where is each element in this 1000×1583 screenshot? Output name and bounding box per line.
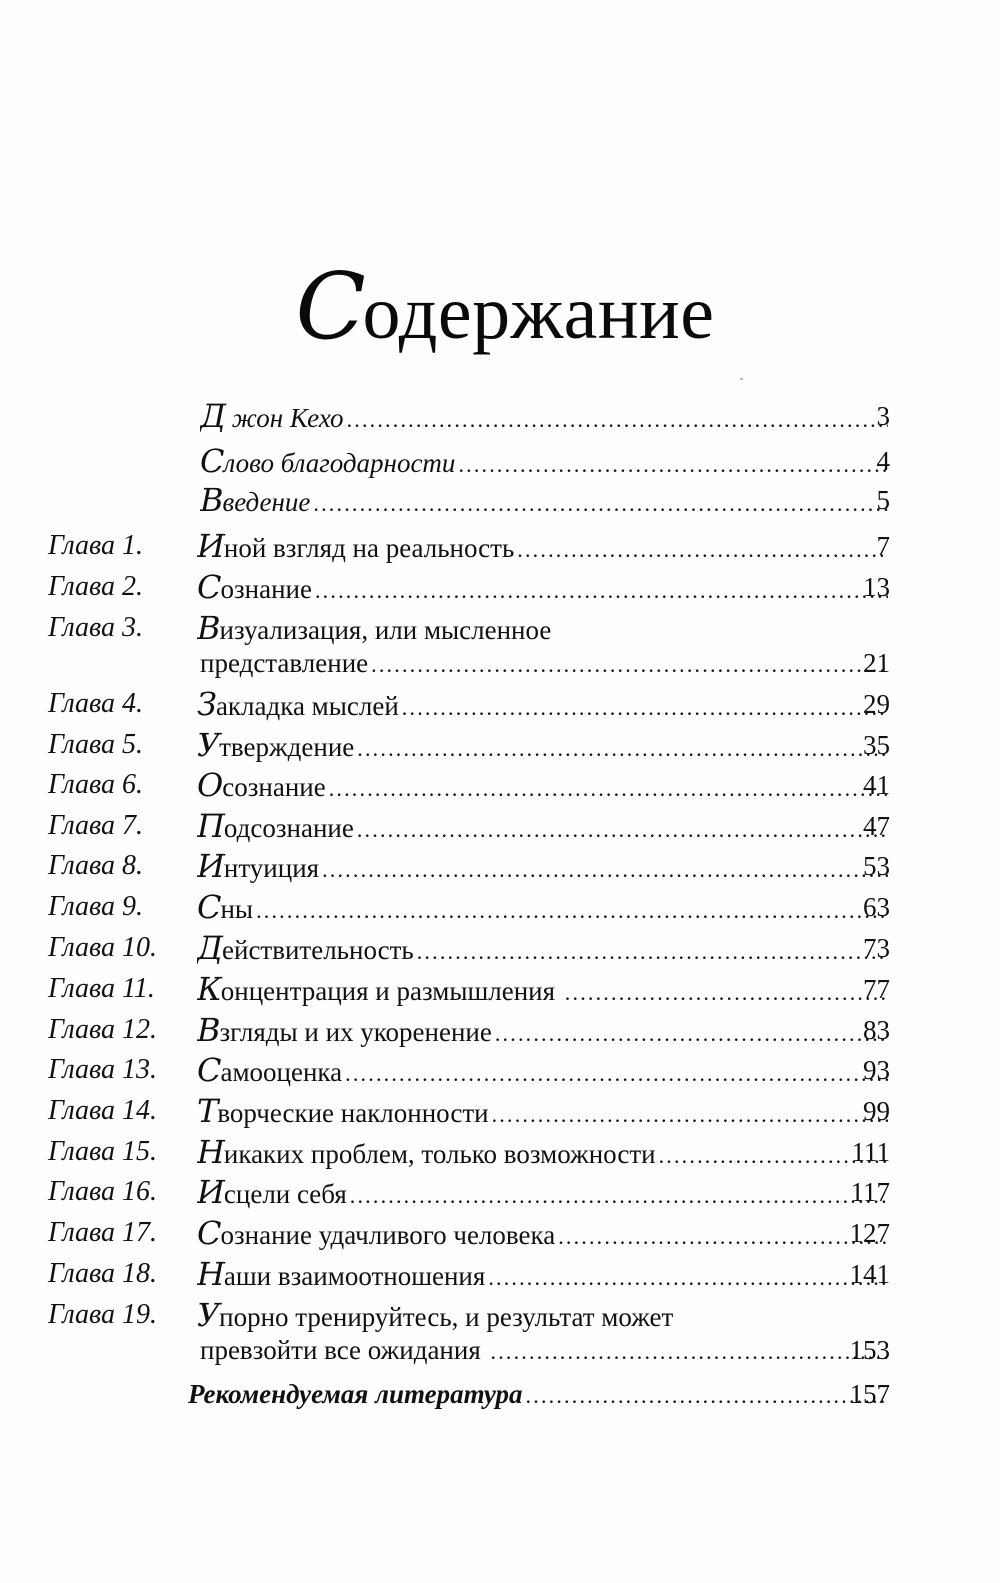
page-number: 35 <box>863 730 890 760</box>
toc-entry-title <box>197 887 888 931</box>
chapter-label: Глава 6. <box>48 769 143 800</box>
chapter-label: Глава 8. <box>48 850 143 881</box>
entry-initial: Д <box>197 929 224 967</box>
page-number: 47 <box>863 811 890 841</box>
toc-entry-chapter-17[interactable] <box>0 1213 1000 1253</box>
entry-initial: И <box>197 847 225 885</box>
chapter-label: Глава 16. <box>48 1176 157 1207</box>
toc-entry-chapter-3[interactable] <box>0 608 1000 648</box>
entry-initial: В <box>197 1011 221 1049</box>
toc-entry-title <box>197 526 888 570</box>
entry-initial: Д <box>200 397 227 435</box>
toc-entry-chapter-18[interactable] <box>0 1254 1000 1294</box>
dot-leader <box>345 1054 888 1094</box>
toc-entry-chapter-6[interactable] <box>0 765 1000 805</box>
entry-text: изуализация, или мысленное <box>219 615 552 645</box>
toc-entry-title <box>197 1010 888 1054</box>
toc-entry-title <box>197 1132 888 1176</box>
entry-text: превзойти все ожидания <box>200 1335 488 1365</box>
entry-initial: П <box>197 807 225 845</box>
toc-entry-chapter-10[interactable] <box>0 928 1000 968</box>
entry-initial: С <box>197 888 222 926</box>
chapter-label: Глава 2. <box>48 571 143 602</box>
dot-leader <box>402 688 888 728</box>
chapter-label: Глава 10. <box>48 932 157 963</box>
toc-entry-title <box>197 1254 888 1298</box>
toc-entry-back-1[interactable] <box>0 1374 1000 1414</box>
page-number: 63 <box>863 892 890 922</box>
entry-text: представление <box>200 648 369 678</box>
scan-speck <box>740 378 743 380</box>
toc-entry-chapter-9[interactable] <box>0 887 1000 927</box>
entry-initial: В <box>197 609 221 647</box>
page-title <box>0 253 1000 360</box>
toc-entry-front-3[interactable] <box>0 480 1000 520</box>
page-number: 7 <box>876 531 890 561</box>
toc-entry-chapter-19-cont[interactable] <box>0 1330 1000 1370</box>
entry-initial: У <box>197 726 221 764</box>
chapter-label: Глава 4. <box>48 688 143 719</box>
chapter-label: Глава 9. <box>48 891 143 922</box>
chapter-label: Глава 13. <box>48 1054 157 1085</box>
toc-entry-title <box>200 441 888 485</box>
dot-leader <box>357 729 888 769</box>
chapter-label: Глава 14. <box>48 1095 157 1126</box>
chapter-label: Глава 5. <box>48 729 143 760</box>
entry-initial: В <box>200 481 224 519</box>
chapter-label: Глава 11. <box>48 973 155 1004</box>
page-number: 127 <box>849 1218 890 1248</box>
entry-text: порно тренируйтесь, и результат может <box>219 1302 674 1332</box>
entry-text: сцели себя <box>223 1179 347 1209</box>
toc-entry-chapter-5[interactable] <box>0 725 1000 765</box>
dot-leader <box>347 400 888 440</box>
toc-entry-title <box>197 765 888 809</box>
page-number: 41 <box>863 770 890 800</box>
toc-entry-chapter-19[interactable] <box>0 1295 1000 1335</box>
entry-text: тверждение <box>219 732 355 762</box>
entry-text: аши взаимоотношения <box>223 1261 486 1291</box>
toc-entry-title <box>197 1213 888 1257</box>
dot-leader <box>329 769 888 809</box>
toc-entry-chapter-3-cont[interactable] <box>0 643 1000 683</box>
dot-leader <box>313 484 888 524</box>
entry-initial: С <box>197 1051 222 1089</box>
toc-entry-chapter-4[interactable] <box>0 684 1000 724</box>
entry-initial: Н <box>197 1255 225 1293</box>
toc-entry-chapter-2[interactable] <box>0 567 1000 607</box>
page-number: 157 <box>849 1379 890 1409</box>
page-number: 73 <box>863 933 890 963</box>
entry-initial: И <box>197 1173 225 1211</box>
entry-text: Рекомендуемая литература <box>188 1379 523 1409</box>
dot-leader <box>322 850 888 890</box>
toc-entry-title-continued <box>200 643 888 685</box>
entry-text: ворческие наклонности <box>217 1098 489 1128</box>
toc-entry-title <box>200 480 888 524</box>
entry-text: ознание удачливого человека <box>220 1220 556 1250</box>
toc-entry-chapter-16[interactable] <box>0 1172 1000 1212</box>
page-number: 111 <box>851 1137 890 1167</box>
toc-entry-chapter-1[interactable] <box>0 526 1000 566</box>
toc-entry-chapter-13[interactable] <box>0 1050 1000 1090</box>
page-number: 13 <box>863 572 890 602</box>
entry-initial: С <box>197 1214 222 1252</box>
entry-text: лово благодарности <box>223 448 456 478</box>
entry-text: онцентрация и размышления <box>220 976 562 1006</box>
entry-text: икаких проблем, только возможности <box>223 1139 656 1169</box>
entry-initial: З <box>197 685 217 723</box>
entry-initial: И <box>197 527 225 565</box>
page-number: 153 <box>849 1335 890 1365</box>
dot-leader <box>315 571 888 611</box>
entry-text: сознание <box>222 772 326 802</box>
toc-entry-title <box>197 928 888 972</box>
entry-initial: О <box>197 766 224 804</box>
toc-entry-title-continued <box>200 1330 888 1372</box>
chapter-label: Глава 1. <box>48 530 143 561</box>
entry-text: ействительность <box>222 935 414 965</box>
toc-entry-front-1[interactable] <box>0 396 1000 436</box>
page-number: 77 <box>863 974 890 1004</box>
entry-initial: С <box>200 442 225 480</box>
entry-text: ознание <box>220 574 312 604</box>
entry-initial: С <box>197 568 222 606</box>
entry-text: одсознание <box>223 813 354 843</box>
page-number: 29 <box>863 689 890 719</box>
page-number: 93 <box>863 1055 890 1085</box>
chapter-label: Глава 19. <box>48 1299 157 1330</box>
entry-initial: У <box>197 1296 221 1334</box>
dot-leader <box>492 1095 888 1135</box>
page-number: 5 <box>876 485 890 515</box>
entry-initial: Н <box>197 1133 225 1171</box>
entry-text: нтуиция <box>223 853 320 883</box>
page-number: 83 <box>863 1015 890 1045</box>
dot-leader <box>417 932 888 972</box>
dot-leader <box>458 445 888 485</box>
toc-entry-front-2[interactable] <box>0 441 1000 481</box>
toc-entry-title <box>188 1374 888 1416</box>
toc-entry-title <box>197 806 888 850</box>
toc-entry-title <box>197 567 888 611</box>
entry-text: жон Кехо <box>225 403 344 433</box>
title-initial: С <box>295 253 367 360</box>
toc-entry-chapter-7[interactable] <box>0 806 1000 846</box>
toc-entry-chapter-15[interactable] <box>0 1132 1000 1172</box>
entry-text: ны <box>220 894 254 924</box>
page-number: 141 <box>849 1259 890 1289</box>
entry-initial: Т <box>197 1092 219 1130</box>
page-number: 99 <box>863 1096 890 1126</box>
toc-entry-title <box>197 725 888 769</box>
toc-entry-title <box>197 1172 888 1216</box>
toc-entry-title <box>197 969 888 1013</box>
chapter-label: Глава 15. <box>48 1136 157 1167</box>
chapter-label: Глава 18. <box>48 1258 157 1289</box>
toc-entry-title <box>197 1050 888 1094</box>
chapter-label: Глава 3. <box>48 612 143 643</box>
toc-entry-title <box>200 396 888 440</box>
entry-text: акладка мыслей <box>215 691 399 721</box>
toc-entry-chapter-11[interactable] <box>0 969 1000 1009</box>
page-number: 3 <box>876 401 890 431</box>
page-number: 53 <box>863 851 890 881</box>
toc-entry-title <box>197 684 888 728</box>
dot-leader <box>371 645 888 685</box>
dot-leader <box>350 1176 888 1216</box>
entry-text: ной взгляд на реальность <box>223 533 515 563</box>
page-number: 21 <box>863 648 890 678</box>
dot-leader <box>488 1258 888 1298</box>
entry-text: амооценка <box>220 1057 343 1087</box>
page-number: 4 <box>876 446 890 476</box>
toc-entry-chapter-14[interactable] <box>0 1091 1000 1131</box>
dot-leader <box>357 810 888 850</box>
page-number: 117 <box>850 1177 890 1207</box>
toc-entry-title <box>197 846 888 890</box>
toc-entry-chapter-8[interactable] <box>0 846 1000 886</box>
title-rest: одержание <box>362 271 715 355</box>
toc-entry-chapter-12[interactable] <box>0 1010 1000 1050</box>
chapter-label: Глава 12. <box>48 1014 157 1045</box>
chapter-label: Глава 7. <box>48 810 143 841</box>
dot-leader <box>491 1332 889 1372</box>
entry-initial: К <box>197 970 222 1008</box>
entry-text: згляды и их укоренение <box>219 1017 492 1047</box>
chapter-label: Глава 17. <box>48 1217 157 1248</box>
entry-text: ведение <box>222 487 311 517</box>
toc-entry-title <box>197 1091 888 1135</box>
dot-leader <box>256 891 888 931</box>
